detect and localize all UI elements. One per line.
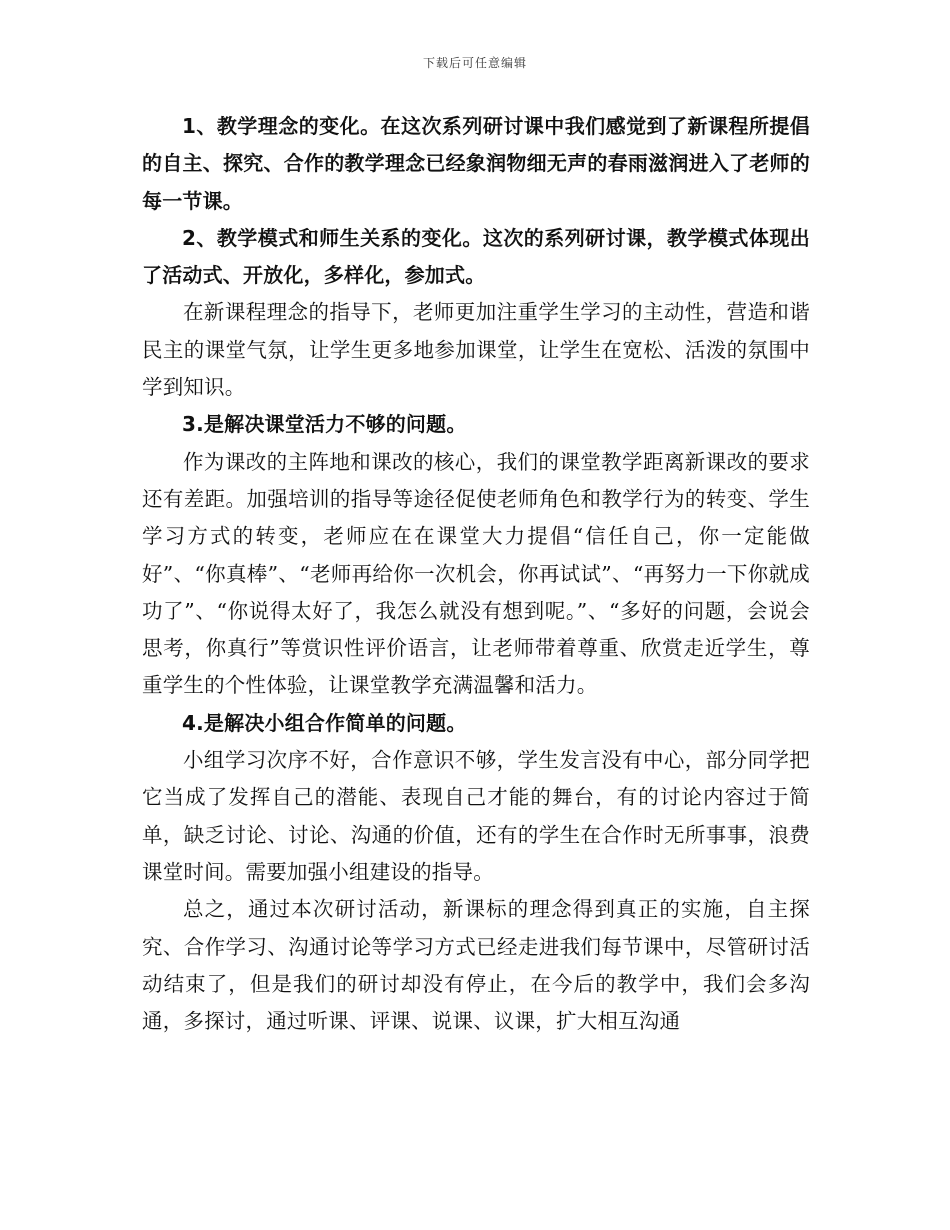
paragraph-heading-2: 2、教学模式和师生关系的变化。这次的系列研讨课，教学模式体现出了活动式、开放化，多样化，参加式。 xyxy=(142,225,810,288)
paragraph-conclusion: 总之，通过本次研讨活动，新课标的理念得到真正的实施，自主探究、合作学习、沟通讨论等学习方式已经走进我们每节课中，尽管研讨活动结束了，但是我们的研讨却没有停止，在今后的教学中，我们会多沟通，多探讨，通过听课、评课、说课、议课，扩大相互沟通 xyxy=(142,897,810,1034)
paragraph-heading-3: 3.是解决课堂活力不够的问题。 xyxy=(182,412,467,437)
paragraph-heading-1: 1、教学理念的变化。在这次系列研讨课中我们感觉到了新课程所提倡的自主、探究、合作的教学理念已经象润物细无声的春雨滋润进入了老师的每一节课。 xyxy=(142,114,810,213)
page-header: 下载后可任意编辑 xyxy=(422,56,527,70)
paragraph-body: 在新课程理念的指导下，老师更加注重学生学习的主动性，营造和谐民主的课堂气氛，让学生更多地参加课堂，让学生在宽松、活泼的氛围中学到知识。 xyxy=(142,300,810,400)
document-body xyxy=(142,108,810,1040)
paragraph-heading-4: 4.是解决小组合作简单的问题。 xyxy=(182,710,467,735)
paragraph-body: 作为课改的主阵地和课改的核心，我们的课堂教学距离新课改的要求还有差距。加强培训的指导等途径促使老师角色和教学行为的转变、学生学习方式的转变，老师应在在课堂大力提倡“信任自己，你一定能做好”、“你真棒”、“老师再给你一次机会，你再试试”、“再努力一下你就成功了”、“你说得太好了，我怎么就没有想到呢。”、“多好的问题，会说会思考，你真行”等赏识性评价语言，让老师带着尊重、欣赏走近学生，尊重学生的个性体验，让课堂教学充满温馨和活力。 xyxy=(142,449,810,698)
paragraph-body: 小组学习次序不好，合作意识不够，学生发言没有中心，部分同学把它当成了发挥自己的潜能、表现自己才能的舞台，有的讨论内容过于简单，缺乏讨论、讨论、沟通的价值，还有的学生在合作时无所事事，浪费课堂时间。需要加强小组建设的指导。 xyxy=(142,748,810,884)
